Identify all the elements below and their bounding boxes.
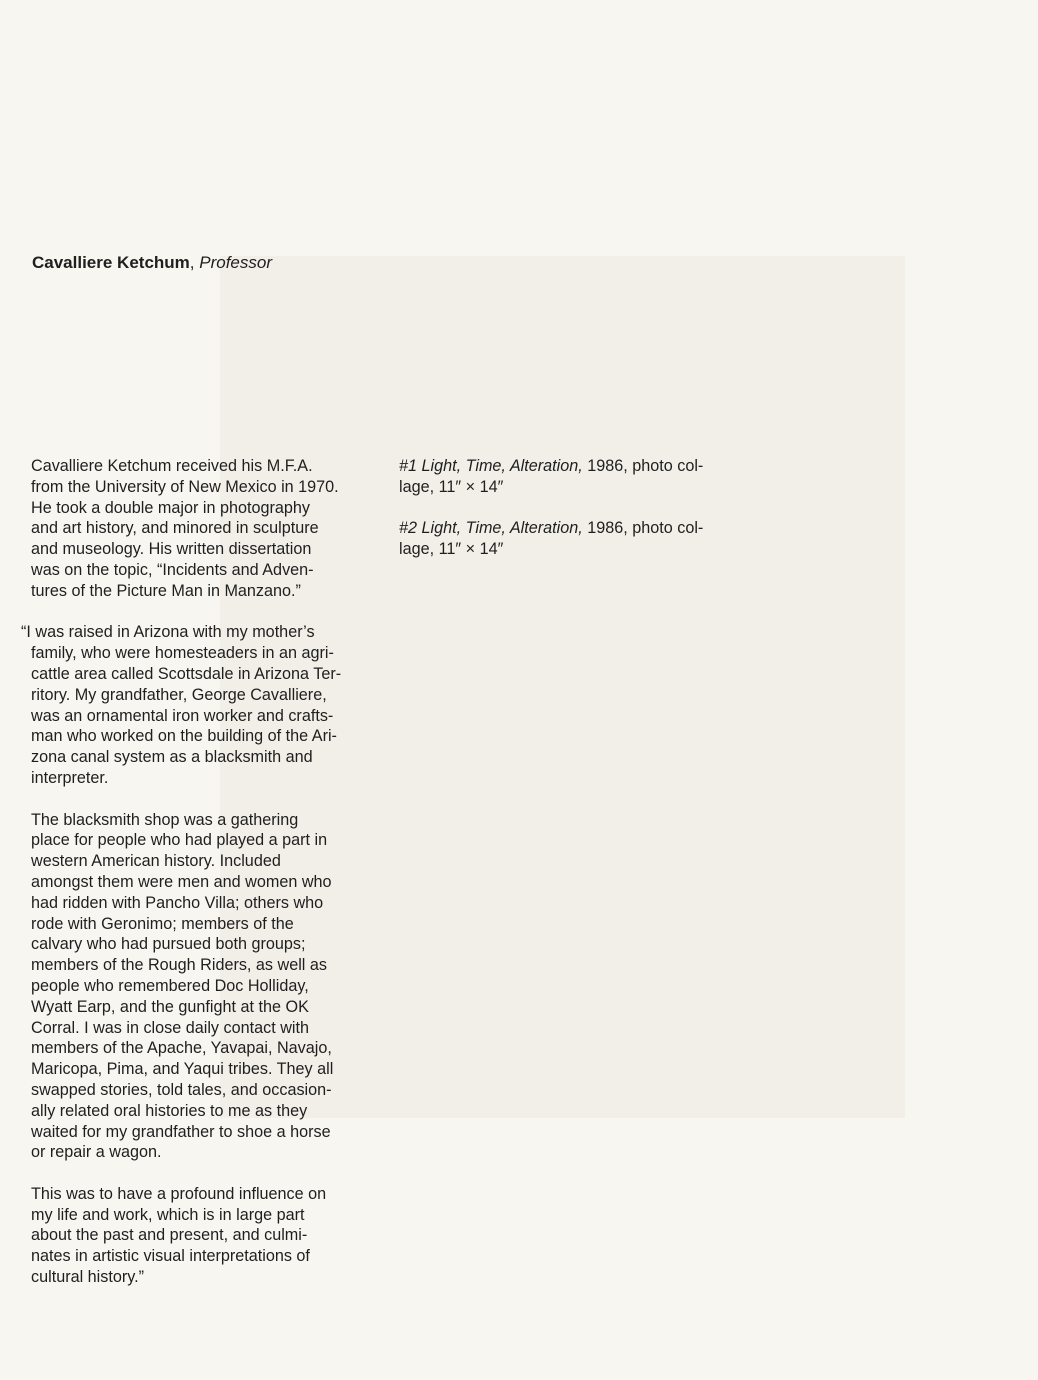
artwork-caption [399,456,729,498]
artist-role: Professor [199,253,272,272]
artwork-captions [399,456,729,581]
caption-details: 1986, photo col- lage, 11″ × 14″ [399,519,704,559]
bio-paragraph: Cavalliere Ketchum received his M.F.A. from the University of New Mexico in 1970. He took a double major in photography and art history, and minored in sculpture and museology. His written dissertation was on the topic, “Incidents and Adven- tures of the Picture Man in Manzano.” [31,457,339,600]
quote-paragraph: This was to have a profound influence on my life and work, which is in large part about the past and present, and culmi- nates in artistic visual interpretations of cultural history.” [31,1184,327,1287]
quote-paragraph: The blacksmith shop was a gathering place for people who had played a part in western American history. Included amongst them were men and women who had ridden with Pancho Villa; others who rode with Geronimo; members of the calvary who had pursued both groups; members of the Rough Riders, as well as people who remembered Doc Holliday, Wyatt Earp, and the gunfight at the OK Corral. I was in close daily contact with members of the Apache, Yavapai, Navajo, Maricopa, Pima, and Yaqui tribes. They all swapped stories, told tales, and occasion- ally related oral histories to me as they waited for my grandfather to shoe a horse or repair a wagon. [31,810,334,1162]
caption-details: 1986, photo col- lage, 11″ × 14″ [399,457,704,496]
quote-paragraph: “I was raised in Arizona with my mother’s family, who were homesteaders in an agri- cattle area called Scottsdale in Arizona Ter- ritory. My grandfather, George Cavalliere, was an ornamental iron worker and crafts- man who worked on the building of the Ari- zona canal system as a blacksmith and interpreter. [21,623,342,787]
caption-title: #2 Light, Time, Alteration, [399,519,583,538]
heading-separator: , [189,253,200,272]
artwork-caption [399,518,729,560]
artist-name: Cavalliere Ketchum [32,253,190,272]
caption-title: #1 Light, Time, Alteration, [399,457,583,475]
biography-column [21,456,371,1309]
page-heading [32,252,272,274]
